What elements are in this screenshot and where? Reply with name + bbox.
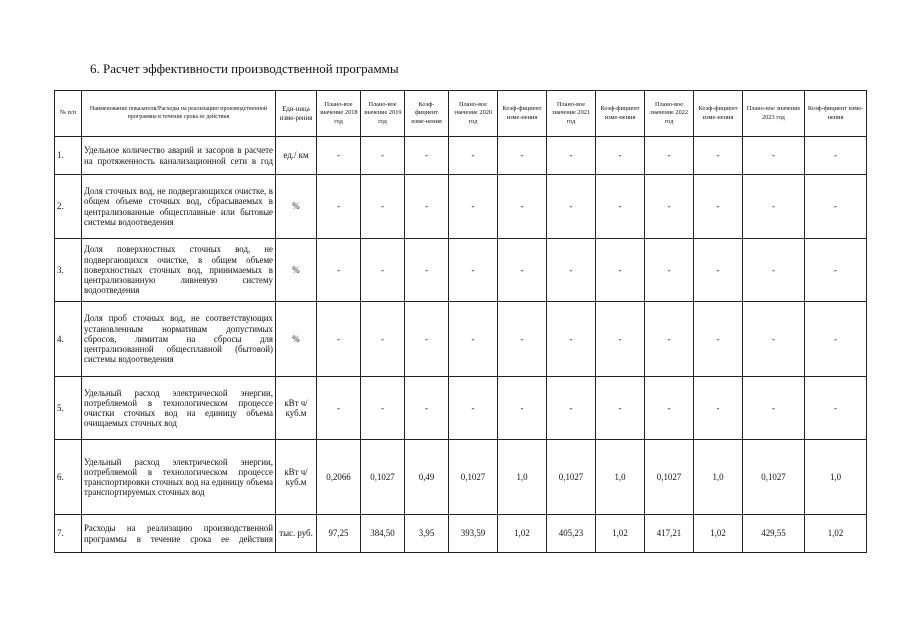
value-cell: - (805, 377, 867, 440)
value-cell: - (405, 302, 449, 377)
header-column: Плано-вое значение 2021 год (547, 91, 596, 137)
value-cell: 1,0 (694, 440, 743, 515)
table-body (55, 137, 867, 553)
value-cell: - (449, 239, 498, 302)
value-cell: - (547, 175, 596, 239)
value-cell: 393,59 (449, 515, 498, 553)
value-cell: - (596, 175, 645, 239)
value-cell: - (361, 175, 405, 239)
value-cell: - (645, 137, 694, 175)
value-cell: - (361, 239, 405, 302)
value-cell: - (645, 175, 694, 239)
value-cell: 0,1027 (645, 440, 694, 515)
value-cell: - (449, 302, 498, 377)
header-column: Плано-вое значение 2020 год (449, 91, 498, 137)
unit-cell: % (276, 239, 317, 302)
table-row (55, 239, 867, 302)
value-cell: - (596, 239, 645, 302)
header-column: Коэф-фициент изме-нения (498, 91, 547, 137)
value-cell: 97,25 (317, 515, 361, 553)
value-cell: - (405, 175, 449, 239)
value-cell: - (547, 239, 596, 302)
value-cell: - (694, 137, 743, 175)
value-cell: - (645, 302, 694, 377)
value-cell: - (498, 377, 547, 440)
value-cell: - (449, 175, 498, 239)
value-cell: - (317, 239, 361, 302)
value-cell: - (361, 137, 405, 175)
indicator-name: Доля поверхностных сточных вод, не подвергающихся очистке, в общем объеме поверхностных сточных вод, принимаемых в централизованную ливневую систему водоотведения (82, 239, 276, 302)
row-number: 3. (55, 239, 82, 302)
header-column: Плано-вое значение 2023 год (743, 91, 805, 137)
indicator-name: Удельный расход электрической энергии, потребляемой в технологическом процессе очистки сточных вод на единицу объема очищаемых сточных вод (82, 377, 276, 440)
value-cell: 417,21 (645, 515, 694, 553)
value-cell: - (805, 137, 867, 175)
value-cell: - (498, 239, 547, 302)
value-cell: 0,2066 (317, 440, 361, 515)
value-cell: - (694, 175, 743, 239)
header-column: Плано-вое значение 2022 год (645, 91, 694, 137)
value-cell: - (805, 175, 867, 239)
value-cell: - (596, 302, 645, 377)
indicator-name: Доля проб сточных вод, не соответствующих установленным нормативам допустимых сбросов, лимитам на сбросы для централизованной общесплавной (бытовой) системы водоотведения (82, 302, 276, 377)
indicator-name: Удельное количество аварий и засоров в расчете на протяженность канализационной сети в год (82, 137, 276, 175)
section-heading: 6. Расчет эффективности производственной программы (90, 61, 399, 76)
value-cell: - (405, 137, 449, 175)
value-cell: 1,0 (498, 440, 547, 515)
value-cell: 1,02 (498, 515, 547, 553)
value-cell: 1,02 (694, 515, 743, 553)
value-cell: 1,0 (805, 440, 867, 515)
unit-cell: % (276, 302, 317, 377)
value-cell: 1,02 (805, 515, 867, 553)
value-cell: - (498, 302, 547, 377)
table-row (55, 302, 867, 377)
unit-cell: % (276, 175, 317, 239)
row-number: 5. (55, 377, 82, 440)
value-cell: - (596, 377, 645, 440)
value-cell: - (645, 239, 694, 302)
header-column: Коэф-фициент изме-нения (596, 91, 645, 137)
value-cell: - (449, 377, 498, 440)
value-cell: - (645, 377, 694, 440)
row-number: 7. (55, 515, 82, 553)
unit-cell: кВт ч/куб.м (276, 377, 317, 440)
header-column: Плано-вое значение 2019 год (361, 91, 405, 137)
value-cell: - (743, 239, 805, 302)
value-cell: - (405, 239, 449, 302)
value-cell: - (694, 377, 743, 440)
header-indicator-name: Наименование показателя/Расходы на реализацию производственной программы в течение срока ее действия (82, 91, 276, 137)
header-column: Коэф-фициент изме-нения (805, 91, 867, 137)
table-header-row (55, 91, 867, 137)
value-cell: - (596, 137, 645, 175)
indicator-name: Удельный расход электрической энергии, потребляемой в технологическом процессе транспортировки сточных вод на единицу объема транспортируемых сточных вод (82, 440, 276, 515)
table-row (55, 377, 867, 440)
value-cell: 1,0 (596, 440, 645, 515)
value-cell: - (743, 175, 805, 239)
value-cell: - (805, 302, 867, 377)
header-column: Плано-вое значение 2018 год (317, 91, 361, 137)
value-cell: - (317, 137, 361, 175)
value-cell: - (547, 137, 596, 175)
value-cell: - (449, 137, 498, 175)
value-cell: - (743, 137, 805, 175)
value-cell: - (743, 302, 805, 377)
value-cell: - (547, 377, 596, 440)
header-number: № п/п (55, 91, 82, 137)
value-cell: - (317, 302, 361, 377)
value-cell: - (361, 302, 405, 377)
value-cell: 405,23 (547, 515, 596, 553)
value-cell: 3,95 (405, 515, 449, 553)
value-cell: - (498, 137, 547, 175)
value-cell: 0,1027 (449, 440, 498, 515)
table-row (55, 175, 867, 239)
indicator-name: Доля сточных вод, не подвергающихся очистке, в общем объеме сточных вод, сбрасываемых в централизованные общесплавные или бытовые системы водоотведения (82, 175, 276, 239)
table-row (55, 515, 867, 553)
unit-cell: ед./ км (276, 137, 317, 175)
value-cell: - (361, 377, 405, 440)
header-unit: Еди-ница изме-рения (276, 91, 317, 137)
value-cell: - (805, 239, 867, 302)
value-cell: - (317, 175, 361, 239)
value-cell: - (405, 377, 449, 440)
value-cell: 0,1027 (743, 440, 805, 515)
value-cell: 0,1027 (361, 440, 405, 515)
value-cell: 384,50 (361, 515, 405, 553)
unit-cell: тыс. руб. (276, 515, 317, 553)
table-row (55, 440, 867, 515)
value-cell: - (317, 377, 361, 440)
value-cell: 0,49 (405, 440, 449, 515)
value-cell: 0,1027 (547, 440, 596, 515)
indicator-name: Расходы на реализацию производственной программы в течение срока ее действия (82, 515, 276, 553)
value-cell: - (694, 302, 743, 377)
table-row (55, 137, 867, 175)
value-cell: - (743, 377, 805, 440)
value-cell: 429,55 (743, 515, 805, 553)
unit-cell: кВт ч/куб.м (276, 440, 317, 515)
row-number: 4. (55, 302, 82, 377)
value-cell: - (694, 239, 743, 302)
efficiency-table (54, 90, 867, 553)
value-cell: - (498, 175, 547, 239)
row-number: 2. (55, 175, 82, 239)
header-column: Коэф-фициент изме-нения (694, 91, 743, 137)
row-number: 1. (55, 137, 82, 175)
value-cell: - (547, 302, 596, 377)
header-column: Коэф-фициент изме-нения (405, 91, 449, 137)
row-number: 6. (55, 440, 82, 515)
value-cell: 1,02 (596, 515, 645, 553)
